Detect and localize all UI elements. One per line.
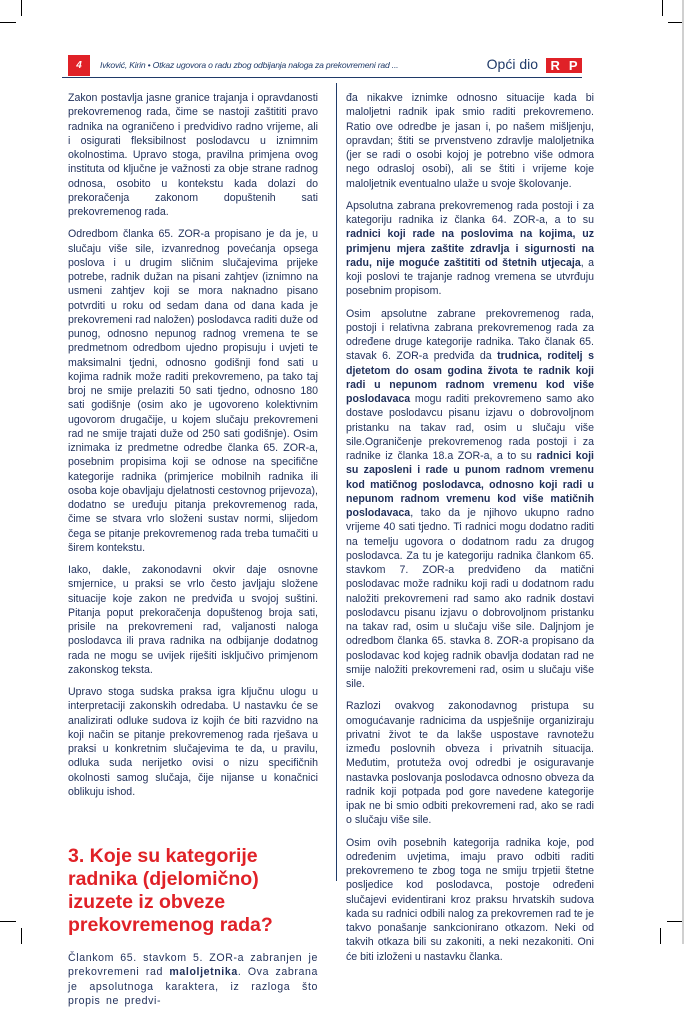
crop-mark-bottom-left-h (0, 921, 16, 922)
logo-letter-r: R (550, 58, 560, 73)
crop-mark-bottom-left-v (21, 928, 22, 944)
section-label: Opći dio (486, 56, 538, 72)
bold-term: maloljetnika (169, 966, 238, 979)
paragraph: Razlozi ovakvog zakonodavnog pristupa su omogućavanje radnicima da uspješnije organiziraju privatni život te da lakše uspostave ravnotežu između poslovnih obveza i privatnih situacija. Međutim, protuteža ovoj odredbi je osiguravanje nastavka poslovanja poslodavca odnosno obveza da radnik koji potpada pod gore navedene kategorije ipak ne bi smio odbiti prekovremeni rad, ako se radi o slučaju više sile. (346, 700, 594, 827)
page-header (62, 55, 582, 78)
page-number-badge: 4 (68, 55, 90, 76)
running-title: Ivković, Kirin • Otkaz ugovora o radu zbog odbijanja naloga za prekovremeni rad ... (100, 60, 399, 70)
text-run: , a koji poslovi te trajanje radnog vremena se utvrđuju posebnim propisom. (346, 256, 594, 298)
left-column (68, 91, 318, 1016)
paragraph (346, 307, 594, 692)
bold-term: trudnica, roditelj s djetetom do osam godina života te radnik koji radi u nepunom radnom vremenu kod više poslodavaca (346, 350, 595, 405)
text-run: Osim apsolutne zabrane prekovremenog rada, postoji i relativna zabrana prekovremenog rada za određene druge kategorije radnika. Tako članak 65. stavak 6. ZOR-a predviđa da (346, 307, 594, 363)
rp-logo (546, 58, 582, 73)
crop-mark-top-left-v (21, 0, 22, 16)
right-column (336, 83, 595, 963)
crop-mark-bottom-right-h (667, 921, 683, 922)
text-run: . Ova zabrana je apsolutnoga karaktera, iz razloga što propis ne predvi- (68, 966, 319, 1007)
bold-term: radnici koji su zaposleni i rade u punom radnom vremenu kod matičnog poslodavca, odnosno koji radi u nepunom radnom vremenu kod više matičnih poslodavaca (346, 450, 594, 519)
bold-term: radnici koji rade na poslovima na kojima, uz primjenu mjera zaštite zdravlja i sigurnosti na radu, nije moguće zaštititi od štetnih utjecaja (346, 228, 594, 269)
crop-mark-bottom-right-v (660, 928, 661, 944)
paragraph: đa nikakve iznimke odnosno situacije kada bi maloljetni radnik ipak smio raditi prekovremeno. Ratio ove odredbe je jasan i, po našem mišljenju, opravdan; štiti se prvenstveno zdravlje maloljetnika (jer se radi o osobi kojoj je potrebno više odmora nego odrasloj osobi), ali se štiti i vrijeme koje maloljetnik eventualno ulaže u svoje školovanje. (346, 92, 594, 190)
paragraph: Odredbom članka 65. ZOR-a propisano je da je, u slučaju više sile, izvanrednog povećanja opsega poslova i u drugim sličnim slučajevima prijeke potrebe, radnik dužan na pisani zahtjev (iznimno na usmeni zahtjev koji se mora naknadno pisano potvrditi u roku od sedam dana od dana kada je prekovremeni rad naložen) poslodavca raditi duže od punog, odnosno nepunog radnog vremena te se predmetnom odredbom ujedno propisuju i uvjeti te maksimalni tjedni, odnosno godišnji fond sati u kojima radnik može raditi prekovremeno, pa tako taj broj ne smije prelaziti 50 sati tjedno, odnosno 180 sati godišnje (osim ako je ugovoreno kolektivnim ugovorom drugačije, u kojem slučaju prekovremeni rad ne smije trajati duže od 250 sati godišnje). Osim iznimaka iz predmetne odredbe članka 65. ZOR-a, posebnim propisima koji se odnose na specifične kategorije radnika (primjerice mobilnih radnika ili osoba koje obavljaju djelatnosti cestovnog prijevoza), dodatno se uređuju pitanja prekovremenog rada, čime se stvara vrlo složeni sustav normi, slijedom čega se pitanje prekovremenog rada treba tumačiti u širem kontekstu. (68, 228, 318, 554)
paragraph (68, 951, 318, 1008)
paragraph: Iako, dakle, zakonodavni okvir daje osnovne smjernice, u praksi se vrlo često javljaju složene situacije koje zakon ne predviđa u svojoj suštini. Pitanja poput prekoračenja dopuštenog broja sati, prisile na prekovremeni rad, valjanosti naloga poslodavca ili prava radnika na odbijanje dodatnog rada ne mogu se uvijek riješiti isključivo primjenom zakonskog teksta. (68, 564, 318, 676)
text-run: mogu raditi prekovremeno samo ako dostave poslodavcu pisanu izjavu o dobrovoljnom pristanku na takav rad, osim u slučaju više sile.Ograničenje prekovremenog rada postoji i za radnike iz članka 18.a ZOR-a, a to su (346, 393, 594, 462)
crop-mark-top-right-v (662, 0, 663, 16)
paragraph (346, 199, 594, 299)
text-run: Apsolutna zabrana prekovremenog rada postoji i za kategoriju radnika iz članka 64. ZOR-a, a to su (346, 199, 594, 226)
logo-letter-p: P (568, 58, 578, 73)
paragraph: Upravo stoga sudska praksa igra ključnu ulogu u interpretaciji zakonskih odredaba. U nastavku će se analizirati odluke sudova iz kojih će biti razvidno na koji način se pitanje prekovremenog rada rješava u praksi u konkretnim slučajevima te da, u pravilu, odluka suda nerijetko ovisi o nizu specifičnih okolnosti samog slučaja, čije nijanse u konačnici oblikuju ishod. (68, 686, 318, 798)
paragraph: Zakon postavlja jasne granice trajanja i opravdanosti prekovremenog rada, čime se nastoji zaštititi pravo radnika na ograničeno i predvidivo radno vrijeme, ali i osigurati fleksibilnost poslodavcu u iznimnim okolnostima. Upravo stoga, pravilna primjena ovog instituta od ključne je važnosti za obje strane radnog odnosa, osobito u kontekstu kada dolazi do prekoračenja zakonom dopuštenih sati prekovremenog rada. (68, 92, 318, 218)
crop-mark-top-left-h (0, 22, 16, 23)
section-heading: 3. Koje su kategorije radnika (djelomično) izuzete iz obveze prekovremenog rada? (68, 845, 273, 936)
text-run: Člankom 65. stavkom 5. ZOR-a zabranjen je prekovremeni rad (68, 952, 318, 979)
paragraph: Osim ovih posebnih kategorija radnika koje, pod određenim uvjetima, imaju pravo odbiti raditi prekovremeno te zbog toga ne smiju trpjetii štetne posljedice kod poslodavca, postoje određeni slučajevi evidentirani kroz praksu hrvatskih sudova kada su radnici odbili nalog za prekovremen rad te je takvo ponašanje sankcionirano otkazom. Neki od takvih otkaza bili su zakoniti, a neki nezakoniti. Oni će biti izloženi u nastavku članka. (346, 836, 594, 963)
text-run: , tako da je njihovo ukupno radno vrijeme 40 sati tjedno. Ti radnici mogu dodatno raditi na temelju ugovora o dodatnom radu za drugog poslodavca. Za tu je kategoriju radnika člankom 65. stavkom 7. ZOR-a predviđeno da matični poslodavac može radniku koji radi u dodatnom radu naložiti prekovremeni rad samo ako radnik dostavi poslodavcu pisanu izjavu o dobrovoljnom pristanku na takav rad, osim u slučaju više sile. Daljnjom je odredbom članka 65. stavka 8. ZOR-a propisano da poslodavac kod kojeg radnik obavlja dodatan rad ne smije naložiti prekovremeni rad, osim u slučaju više sile. (346, 507, 594, 690)
